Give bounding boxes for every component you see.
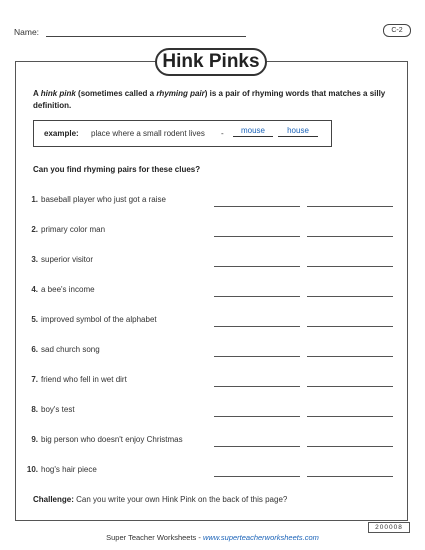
- clue-text: hog's hair piece: [41, 465, 97, 474]
- intro-text: [33, 88, 393, 112]
- answer-line-2[interactable]: [307, 266, 393, 267]
- footer-url[interactable]: www.superteacherworksheets.com: [202, 533, 319, 542]
- example-answer-2: house: [278, 126, 318, 137]
- clue-number: 5.: [31, 315, 38, 324]
- answer-line-1[interactable]: [214, 386, 300, 387]
- answer-line-2[interactable]: [307, 206, 393, 207]
- clue-text: primary color man: [41, 225, 106, 234]
- example-clue: place where a small rodent lives: [91, 129, 205, 138]
- intro-term-rhyming-pair: rhyming pair: [156, 89, 205, 98]
- name-label: Name:: [14, 27, 40, 37]
- clue-text: improved symbol of the alphabet: [41, 315, 157, 324]
- footer-code: 200008: [368, 522, 410, 533]
- clue-row: [0, 345, 425, 359]
- clue-number: 2.: [31, 225, 38, 234]
- challenge-body: Can you write your own Hink Pink on the back of this page?: [73, 495, 288, 504]
- clue-row: [0, 255, 425, 269]
- worksheet-title: Hink Pinks: [155, 48, 267, 76]
- intro-part1: A: [33, 89, 41, 98]
- name-line[interactable]: [46, 36, 246, 37]
- clue-row: [0, 225, 425, 239]
- clue-number: 1.: [31, 195, 38, 204]
- example-dash: -: [221, 129, 224, 138]
- answer-line-1[interactable]: [214, 206, 300, 207]
- example-label: example:: [44, 129, 79, 138]
- clue-row: [0, 195, 425, 209]
- clue-row: [0, 465, 425, 479]
- clue-number: 10.: [26, 465, 38, 474]
- challenge-text: [33, 495, 287, 504]
- answer-line-2[interactable]: [307, 236, 393, 237]
- answer-line-1[interactable]: [214, 416, 300, 417]
- answer-line-2[interactable]: [307, 446, 393, 447]
- clue-text: a bee's income: [41, 285, 95, 294]
- clue-row: [0, 435, 425, 449]
- footer: [0, 533, 425, 542]
- challenge-label: Challenge:: [33, 495, 74, 504]
- intro-part2: (sometimes called a: [75, 89, 157, 98]
- answer-line-2[interactable]: [307, 386, 393, 387]
- footer-brand: Super Teacher Worksheets -: [106, 533, 203, 542]
- answer-line-1[interactable]: [214, 296, 300, 297]
- clue-row: [0, 285, 425, 299]
- clue-text: superior visitor: [41, 255, 94, 264]
- clue-number: 3.: [31, 255, 38, 264]
- clue-row: [0, 375, 425, 389]
- answer-line-1[interactable]: [214, 266, 300, 267]
- example-answer-1: mouse: [233, 126, 273, 137]
- clue-text: baseball player who just got a raise: [41, 195, 166, 204]
- intro-part3: ) is a pair of rhyming words that matches a silly definition.: [33, 89, 386, 110]
- intro-term-hink-pink: hink pink: [40, 89, 76, 98]
- clue-text: friend who fell in wet dirt: [41, 375, 127, 384]
- clue-row: [0, 405, 425, 419]
- clue-row: [0, 315, 425, 329]
- answer-line-2[interactable]: [307, 326, 393, 327]
- answer-line-1[interactable]: [214, 446, 300, 447]
- clue-number: 7.: [31, 375, 38, 384]
- answer-line-2[interactable]: [307, 356, 393, 357]
- clue-text: sad church song: [41, 345, 100, 354]
- clue-number: 9.: [31, 435, 38, 444]
- answer-line-2[interactable]: [307, 416, 393, 417]
- example-box: [33, 120, 332, 147]
- answer-line-1[interactable]: [214, 476, 300, 477]
- clue-number: 4.: [31, 285, 38, 294]
- clue-number: 8.: [31, 405, 38, 414]
- answer-line-2[interactable]: [307, 296, 393, 297]
- worksheet-code-badge: C-2: [383, 24, 411, 37]
- answer-line-1[interactable]: [214, 356, 300, 357]
- clue-number: 6.: [31, 345, 38, 354]
- answer-line-1[interactable]: [214, 236, 300, 237]
- clue-text: big person who doesn't enjoy Christmas: [41, 435, 183, 444]
- question-prompt: Can you find rhyming pairs for these clues?: [33, 165, 201, 174]
- answer-line-2[interactable]: [307, 476, 393, 477]
- answer-line-1[interactable]: [214, 326, 300, 327]
- clue-text: boy's test: [41, 405, 75, 414]
